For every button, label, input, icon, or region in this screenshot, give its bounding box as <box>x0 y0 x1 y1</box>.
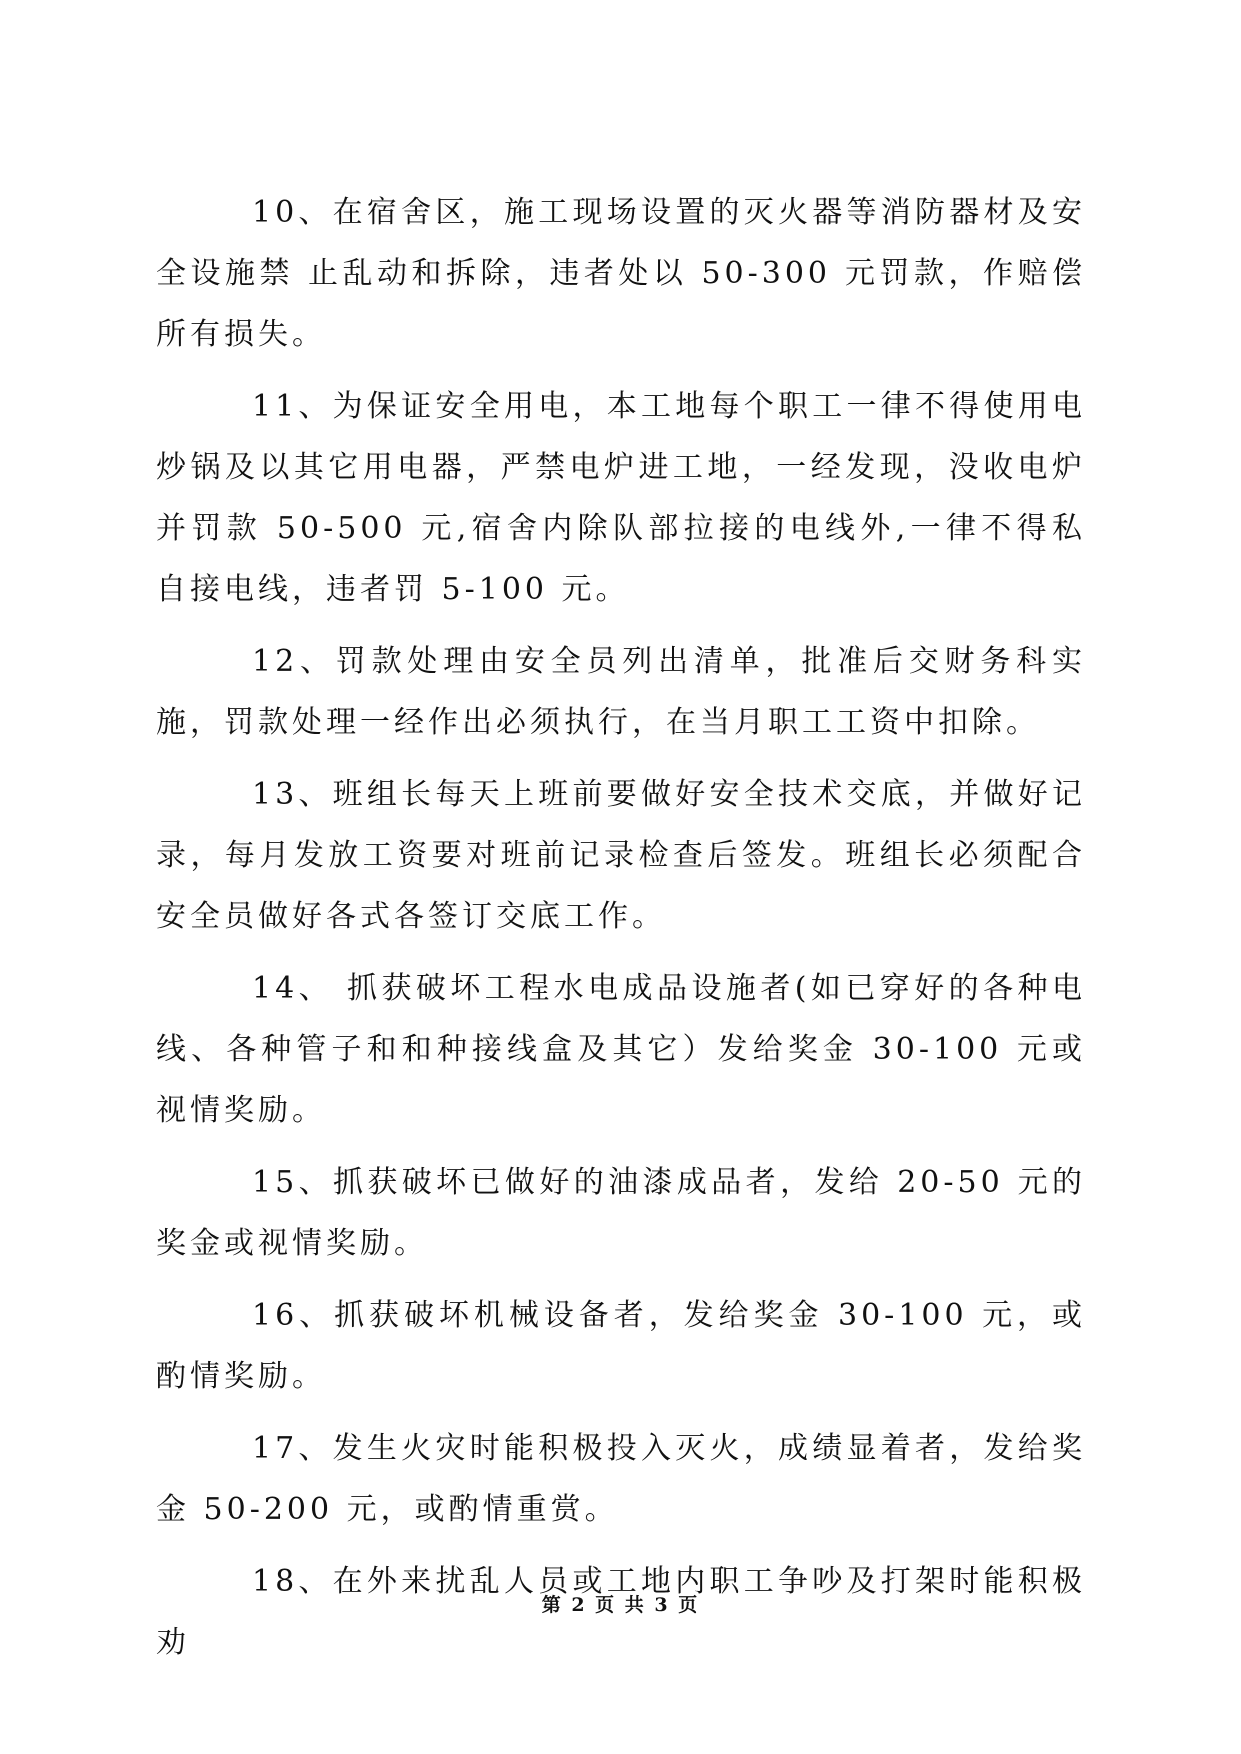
paragraph-10: 10、在宿舍区，施工现场设置的灭火器等消防器材及安全设施禁 止乱动和拆除，违者处以 50-300 元罚款，作赔偿所有损失。 <box>156 195 1086 352</box>
paragraph-16: 16、抓获破坏机械设备者，发给奖金 30-100 元，或酌情奖励。 <box>156 1298 1086 1394</box>
paragraph-12: 12、罚款处理由安全员列出清单，批准后交财务科实施，罚款处理一经作出必须执行，在当月职工工资中扣除。 <box>156 644 1086 740</box>
paragraph-13: 13、班组长每天上班前要做好安全技术交底，并做好记录，每月发放工资要对班前记录检查后签发。班组长必须配合安全员做好各式各签订交底工作。 <box>156 777 1086 934</box>
document-body <box>156 182 1086 1684</box>
page-number-footer: 第 2 页 共 3 页 <box>541 1594 700 1616</box>
paragraph-14: 14、 抓获破坏工程水电成品设施者(如已穿好的各种电线、各种管子和和种接线盒及其它）发给奖金 30-100 元或视情奖励。 <box>156 971 1086 1128</box>
paragraph-18: 18、在外来扰乱人员或工地内职工争吵及打架时能积极劝 <box>156 1564 1086 1660</box>
paragraph-17: 17、发生火灾时能积极投入灭火，成绩显着者，发给奖金 50-200 元，或酌情重赏。 <box>156 1431 1086 1527</box>
paragraph-15: 15、抓获破坏已做好的油漆成品者，发给 20-50 元的奖金或视情奖励。 <box>156 1165 1086 1261</box>
paragraph-11: 11、为保证安全用电，本工地每个职工一律不得使用电炒锅及以其它用电器，严禁电炉进工地，一经发现，没收电炉并罚款 50-500 元,宿舍内除队部拉接的电线外,一律不得私自接电线，违者罚 5-100 元。 <box>156 389 1086 607</box>
